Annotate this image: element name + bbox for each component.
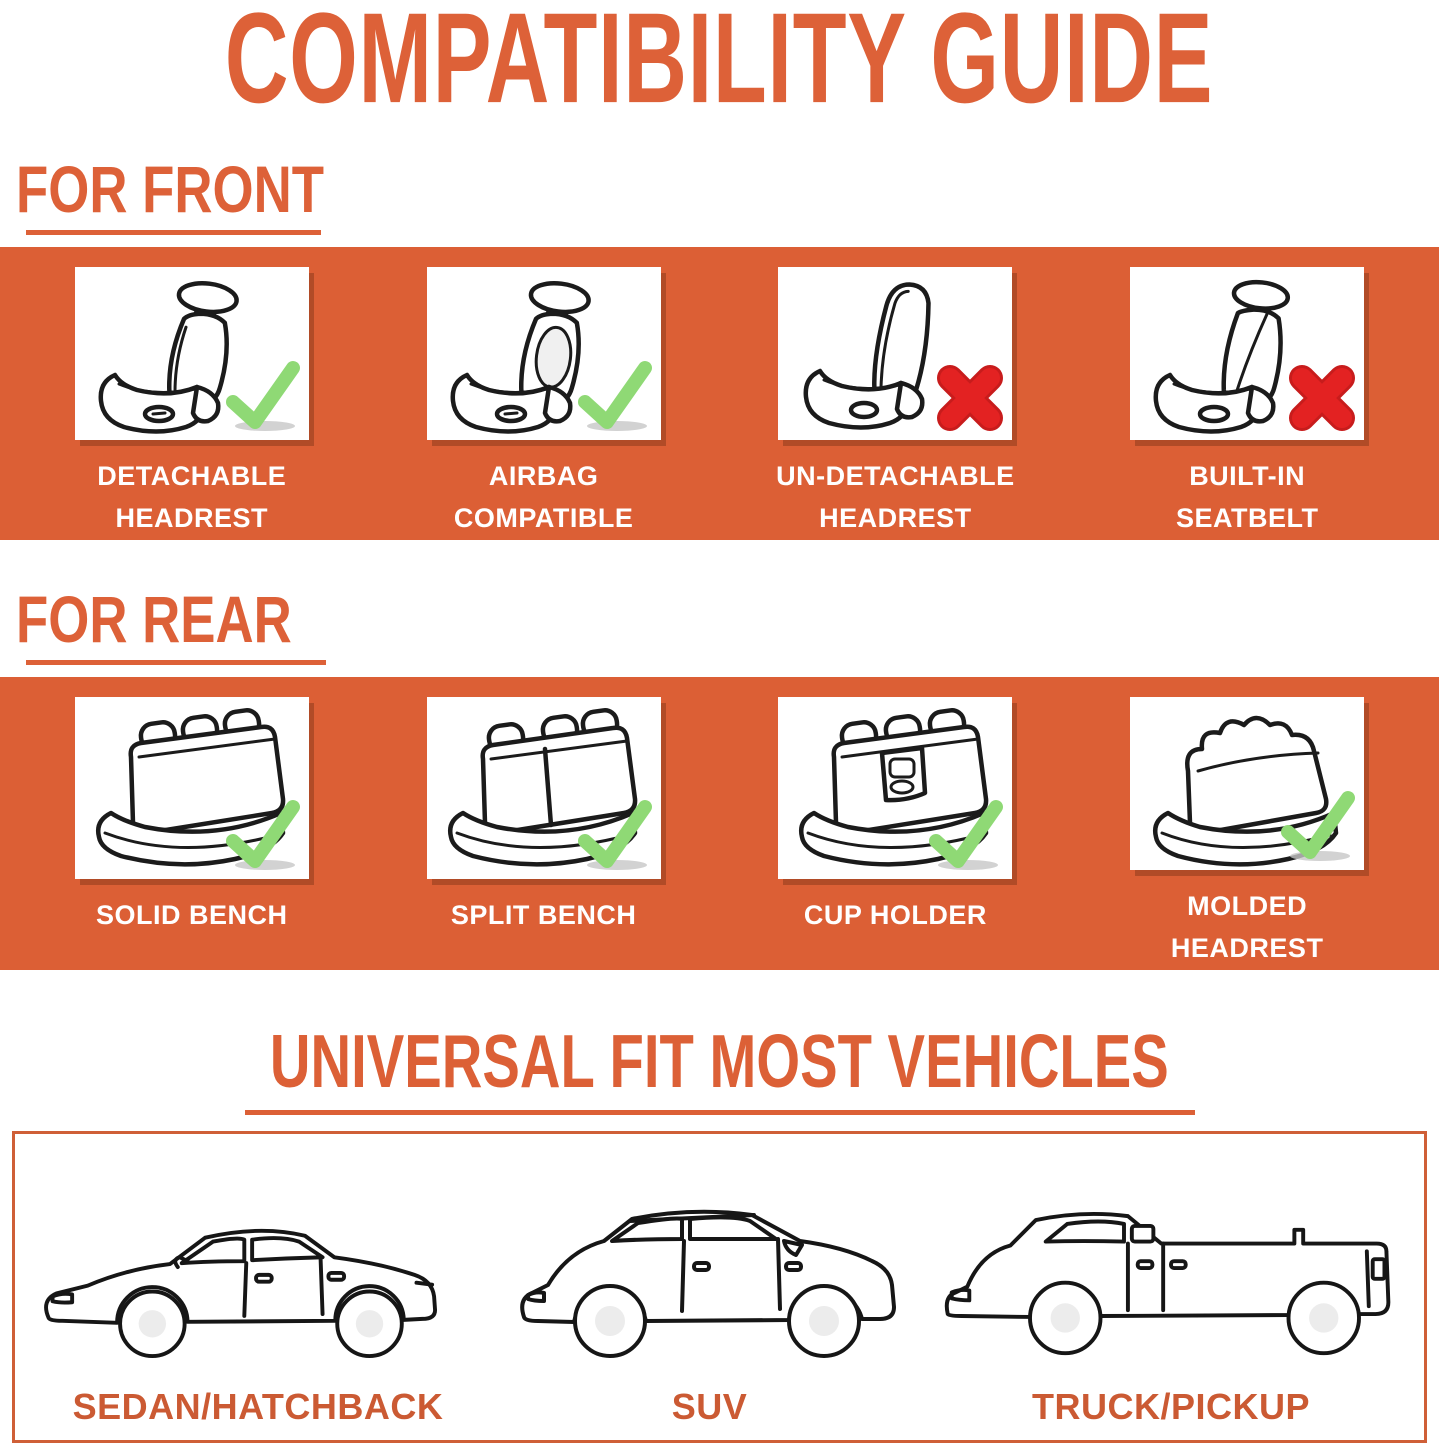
seat-card (778, 267, 1012, 440)
card-label: BUILT-IN SEATBELT (1175, 461, 1319, 534)
card-label: UN-DETACHABLE HEADREST (776, 461, 1015, 534)
front-heading-underline (26, 230, 321, 235)
rear-card-solid-bench (32, 697, 352, 970)
card-label: SPLIT BENCH (450, 900, 637, 930)
page-header (0, 0, 1439, 130)
check-icon (223, 360, 301, 432)
check-icon (926, 799, 1004, 871)
card-label: DETACHABLE HEADREST (97, 461, 287, 534)
front-band (0, 247, 1439, 540)
front-section-heading-wrap (16, 152, 1439, 235)
rear-section-heading: FOR REAR (16, 582, 292, 656)
universal-section-heading-wrap (0, 1018, 1439, 1115)
suv-icon (510, 1154, 910, 1384)
check-icon (575, 799, 653, 871)
front-card-detachable-headrest (32, 267, 352, 540)
seat-card (1130, 267, 1364, 440)
universal-section-heading: UNIVERSAL FIT MOST VEHICLES (270, 1018, 1169, 1104)
rear-band (0, 677, 1439, 970)
cross-icon (1288, 364, 1356, 432)
vehicle-label: SEDAN/HATCHBACK (72, 1386, 444, 1427)
vehicle-truck (936, 1154, 1406, 1428)
card-label: CUP HOLDER (803, 900, 987, 930)
rear-heading-underline (26, 660, 326, 665)
card-label: SOLID BENCH (96, 900, 288, 930)
seat-card (427, 267, 661, 440)
card-label: MOLDED HEADREST (1170, 891, 1324, 964)
rear-card-cup-holder (735, 697, 1055, 970)
vehicles-box (12, 1131, 1427, 1443)
rear-card-molded-headrest (1087, 697, 1407, 970)
page-title: COMPATIBILITY GUIDE (225, 0, 1214, 130)
check-icon (1278, 790, 1356, 862)
universal-heading-underline (245, 1110, 1195, 1115)
seat-card (427, 697, 661, 879)
check-icon (575, 360, 653, 432)
seat-card (778, 697, 1012, 879)
card-label: AIRBAG COMPATIBLE (453, 461, 634, 534)
seat-card (75, 697, 309, 879)
pickup-truck-icon (936, 1154, 1406, 1384)
sedan-icon (33, 1154, 483, 1384)
vehicle-label: TRUCK/PICKUP (1031, 1386, 1310, 1427)
front-section-heading: FOR FRONT (16, 152, 324, 226)
check-icon (223, 799, 301, 871)
front-card-builtin-seatbelt (1087, 267, 1407, 540)
vehicle-label: SUV (671, 1386, 748, 1427)
seat-card (1130, 697, 1364, 870)
cross-icon (936, 364, 1004, 432)
seat-card (75, 267, 309, 440)
vehicle-suv (510, 1154, 910, 1428)
front-card-airbag-compatible (384, 267, 704, 540)
vehicle-sedan (33, 1154, 483, 1428)
rear-section-heading-wrap (16, 582, 1439, 665)
front-card-undetachable-headrest (735, 267, 1055, 540)
rear-card-split-bench (384, 697, 704, 970)
